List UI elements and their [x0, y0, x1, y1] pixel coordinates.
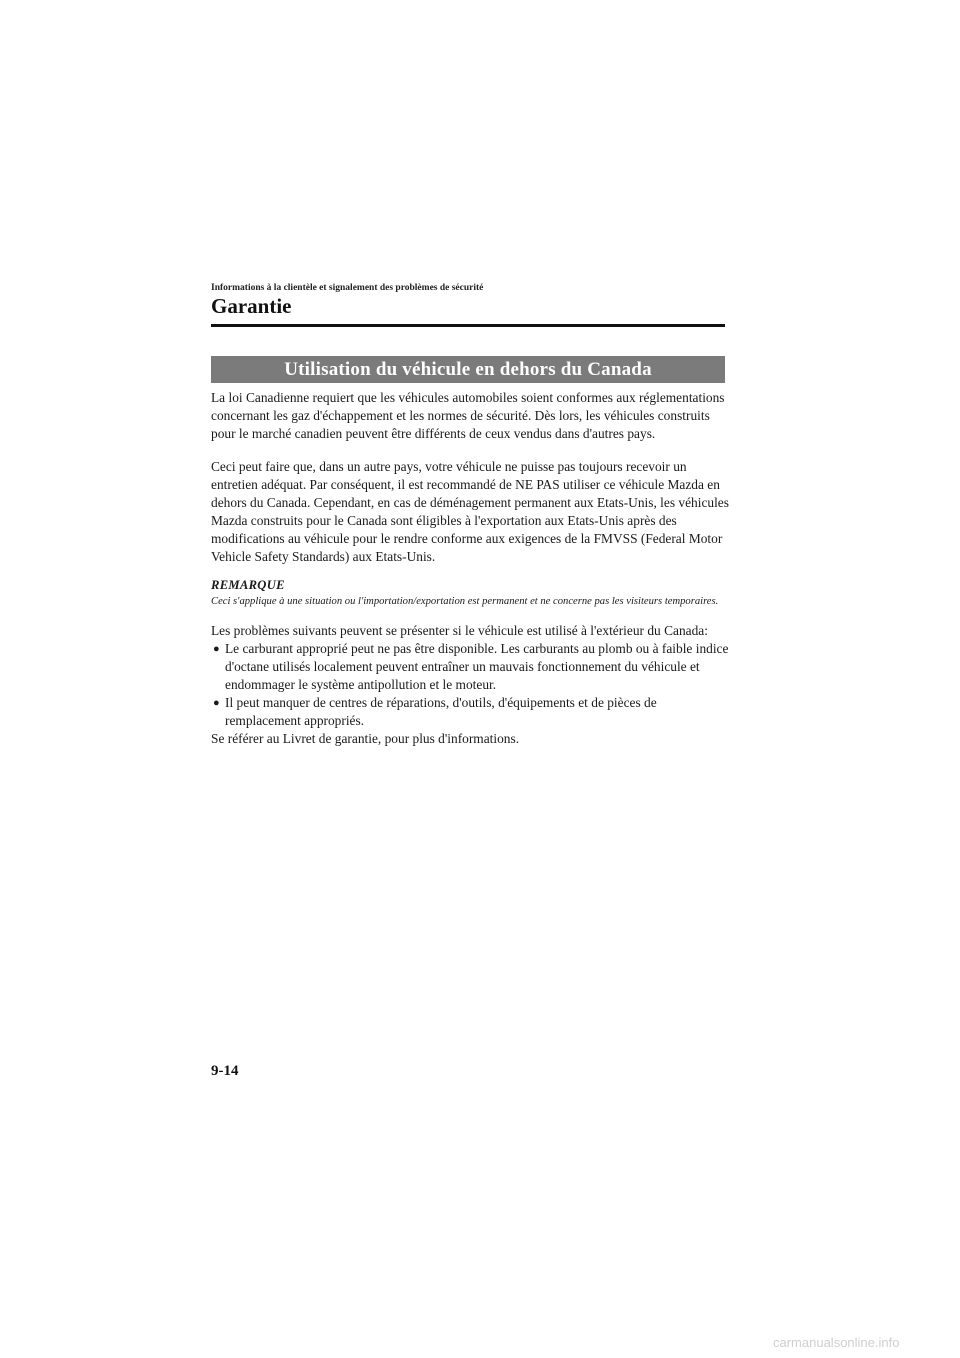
list-item — [211, 640, 731, 694]
section-body — [211, 389, 731, 748]
note-title: REMARQUE — [211, 578, 285, 592]
list-item — [211, 694, 731, 730]
bullet-icon: ● — [213, 697, 220, 709]
breadcrumb: Informations à la clientèle et signalement des problèmes de sécurité — [211, 283, 484, 293]
issues-intro: Les problèmes suivants peuvent se présenter si le véhicule est utilisé à l'extérieur du Canada: — [211, 623, 708, 638]
list-item-text: Il peut manquer de centres de réparations, d'outils, d'équipements et de pièces de remplacement appropriés. — [225, 695, 657, 728]
watermark: carmanualsonline.info — [773, 1335, 900, 1350]
paragraph: Ceci peut faire que, dans un autre pays, votre véhicule ne puisse pas toujours recevoir un entretien adéquat. Par conséquent, il est recommandé de NE PAS utiliser ce véhicule Mazda en dehors du Canada. Cependant, en cas de déménagement permanent aux Etats-Unis, les véhicules Mazda construits pour le Canada sont éligibles à l'exportation aux Etats-Unis après des modifications au véhicule pour le rendre conforme aux exigences de la FMVSS (Federal Motor Vehicle Safety Standards) aux Etats-Unis. — [211, 459, 729, 564]
page-number: 9-14 — [211, 1063, 239, 1079]
chapter-title: Garantie — [211, 294, 292, 318]
paragraph: La loi Canadienne requiert que les véhicules automobiles soient conformes aux réglementations concernant les gaz d'échappement et les normes de sécurité. Dès lors, les véhicules construits pour le marché canadien peuvent être différents de ceux vendus dans d'autres pays. — [211, 390, 725, 441]
header-divider — [211, 324, 725, 327]
bullet-icon: ● — [213, 643, 220, 655]
note-text: Ceci s'applique à une situation ou l'importation/exportation est permanent et ne concerne pas les visiteurs temporaires. — [211, 596, 719, 607]
list-item-text: Le carburant approprié peut ne pas être disponible. Les carburants au plomb ou à faible indice d'octane utilisés localement peuvent entraîner un mauvais fonctionnement du véhicule et endommager le système antipollution et le moteur. — [225, 641, 729, 692]
section-title: Utilisation du véhicule en dehors du Canada — [211, 356, 725, 383]
issues-list — [211, 640, 731, 730]
closing-text: Se référer au Livret de garantie, pour plus d'informations. — [211, 731, 520, 746]
